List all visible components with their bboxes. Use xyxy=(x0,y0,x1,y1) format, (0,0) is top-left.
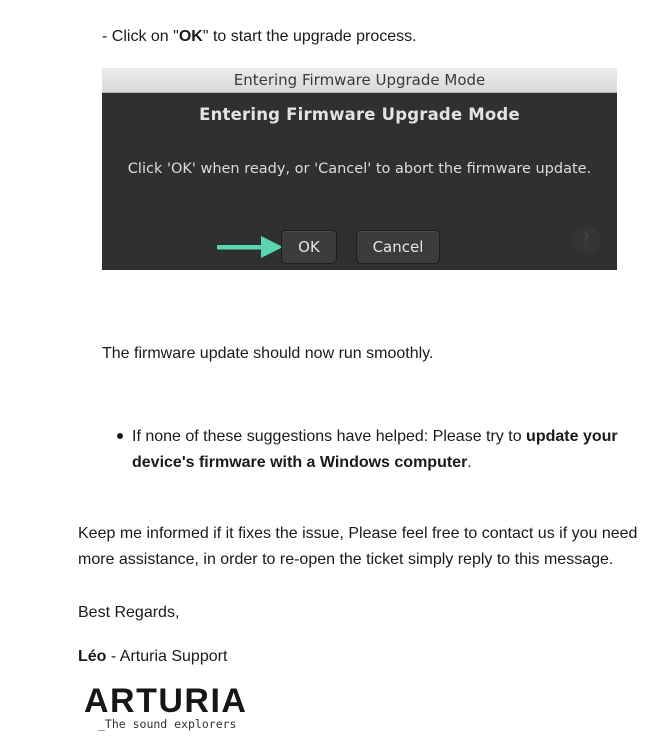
logo-wordmark: ARTURIA xyxy=(84,682,248,720)
closing-line-2: more assistance, in order to re-open the ticket simply reply to this message. xyxy=(78,551,614,568)
ok-button[interactable]: OK xyxy=(281,230,337,264)
arrow-right-icon xyxy=(217,236,283,258)
cancel-button[interactable]: Cancel xyxy=(356,230,440,264)
bullet-bold-2: device's firmware with a Windows computer xyxy=(132,454,468,471)
bullet-period: . xyxy=(467,454,472,471)
update-note: The firmware update should now run smoothly. xyxy=(102,345,434,362)
step-suffix: " to start the upgrade process. xyxy=(202,28,417,45)
bullet-line-1 xyxy=(132,427,618,447)
bullet-text: If none of these suggestions have helped: Please try to xyxy=(132,428,527,445)
dialog-message: Click 'OK' when ready, or 'Cancel' to abort the firmware update. xyxy=(127,161,592,177)
bullet-dot-icon xyxy=(117,433,123,439)
arturia-logo xyxy=(84,684,274,736)
regards: Best Regards, xyxy=(78,604,180,621)
closing-line-1: Keep me informed if it fixes the issue, Please feel free to contact us if you need xyxy=(78,525,638,542)
step-instruction xyxy=(102,27,417,47)
dialog-heading: Entering Firmware Upgrade Mode xyxy=(199,105,520,124)
signature-company: - Arturia Support xyxy=(106,648,228,665)
dialog-titlebar: Entering Firmware Upgrade Mode xyxy=(102,68,617,93)
firmware-dialog-screenshot xyxy=(102,68,617,270)
signature xyxy=(78,647,227,667)
logo-tagline: _The sound explorers xyxy=(98,717,237,731)
signature-name: Léo xyxy=(78,648,107,665)
bullet-bold-1: update your xyxy=(526,428,618,445)
bullet-line-2 xyxy=(132,453,472,473)
help-icon[interactable]: ? xyxy=(572,226,600,254)
step-ok-bold: OK xyxy=(178,28,203,45)
step-prefix: - Click on " xyxy=(102,28,179,45)
